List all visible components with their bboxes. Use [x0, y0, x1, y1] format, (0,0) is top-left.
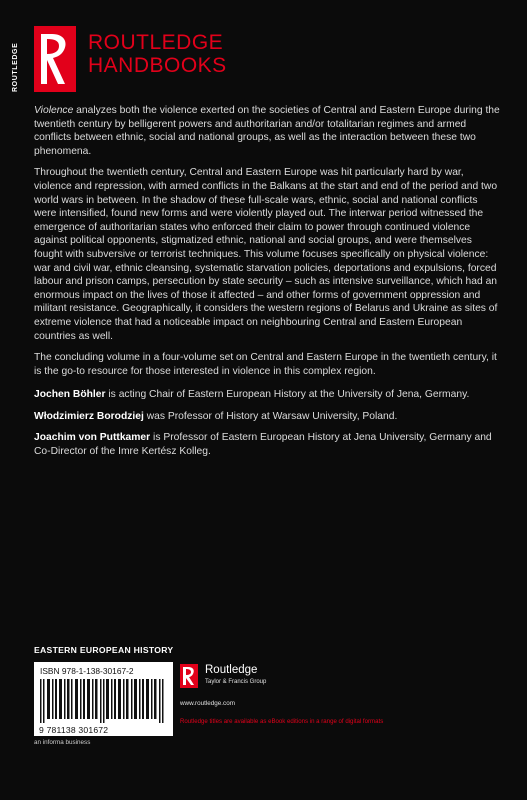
- ebook-availability-note: Routledge titles are available as eBook editions in a range of digital formats: [180, 718, 384, 725]
- editor-bio-text: is acting Chair of Eastern European History at the University of Jena, Germany.: [105, 389, 470, 401]
- series-title-line2: HANDBOOKS: [88, 54, 227, 77]
- routledge-r-logo-icon: [34, 26, 76, 92]
- publisher-website[interactable]: www.routledge.com: [180, 700, 235, 707]
- description-paragraph-3: The concluding volume in a four-volume set on Central and Eastern Europe in the twentieth century, it is the go-to resource for those interested in violence in this complex region.: [34, 352, 497, 377]
- series-title-line1: ROUTLEDGE: [88, 31, 224, 54]
- publisher-name: Routledge: [205, 664, 258, 676]
- publisher-group: Taylor & Francis Group: [205, 679, 267, 685]
- isbn-barcode: [34, 662, 173, 736]
- routledge-publisher-logo-icon: [180, 664, 198, 688]
- editor-name: Jochen Böhler: [34, 389, 106, 401]
- barcode-digits: 9 781138 301672: [39, 725, 109, 735]
- editor-bio: [34, 431, 500, 458]
- cover-header: [0, 0, 527, 96]
- editor-bio: [34, 410, 500, 424]
- description-paragraph-2: Throughout the twentieth century, Central and Eastern Europe was hit particularly hard by war, violence and repression, with armed conflicts in the Balkans at the start and end of the period and two world wars in between. In the shadow of these full-scale wars, ethnic, social and national conflicts were intensified, found new forms and were violently played out. The interwar period witnessed the emergence of authoritarian states who enforced their claim to power through continued violence against political opponents, stigmatized ethnic, national and social groups, and were themselves fought with subversive or terrorist techniques. This volume focuses specifically on physical violence: war and civil war, ethnic cleansing, systematic starvation policies, deportations and expulsions, forced labour and prison camps, persecution by state security – such as intensive surveillance, which had an enormous impact on the lives of those it affected – and other forms of government oppression and militant resistance. Geographically, it considers the western regions of Belarus and Ukraine as sites of extreme violence that had a noticeable impact on neighbouring Central and Eastern European countries as well.: [34, 167, 498, 342]
- logo-vertical-text: ROUTLEDGE: [12, 42, 19, 92]
- editor-bio-text: is Professor of Eastern European History at Jena University, Germany and Co-Director of the Imre Kertész Kolleg.: [34, 432, 492, 458]
- editor-name: Joachim von Puttkamer: [34, 432, 151, 444]
- paragraph-1-text: analyzes both the violence exerted on the societies of Central and Eastern Europe during the twentieth century by belligerent powers and authoritarian and/or totalitarian regimes and armed conflicts between ethnic, social and national groups, as well as the interaction between these two phenomena.: [34, 105, 500, 157]
- editor-bio: [34, 388, 500, 402]
- informa-tagline: an informa business: [34, 739, 91, 746]
- editor-name: Włodzimierz Borodziej: [34, 410, 144, 422]
- book-title-italic: Violence: [34, 105, 74, 116]
- isbn-number: ISBN 978-1-138-30167-2: [40, 666, 134, 676]
- barcode-icon: [40, 679, 168, 723]
- routledge-handbooks-logo: [34, 26, 76, 92]
- description-paragraph-1: [34, 104, 500, 158]
- subject-category: EASTERN EUROPEAN HISTORY: [34, 645, 174, 655]
- editor-bio-text: was Professor of History at Warsaw University, Poland.: [143, 410, 398, 422]
- back-cover-description: [34, 104, 500, 467]
